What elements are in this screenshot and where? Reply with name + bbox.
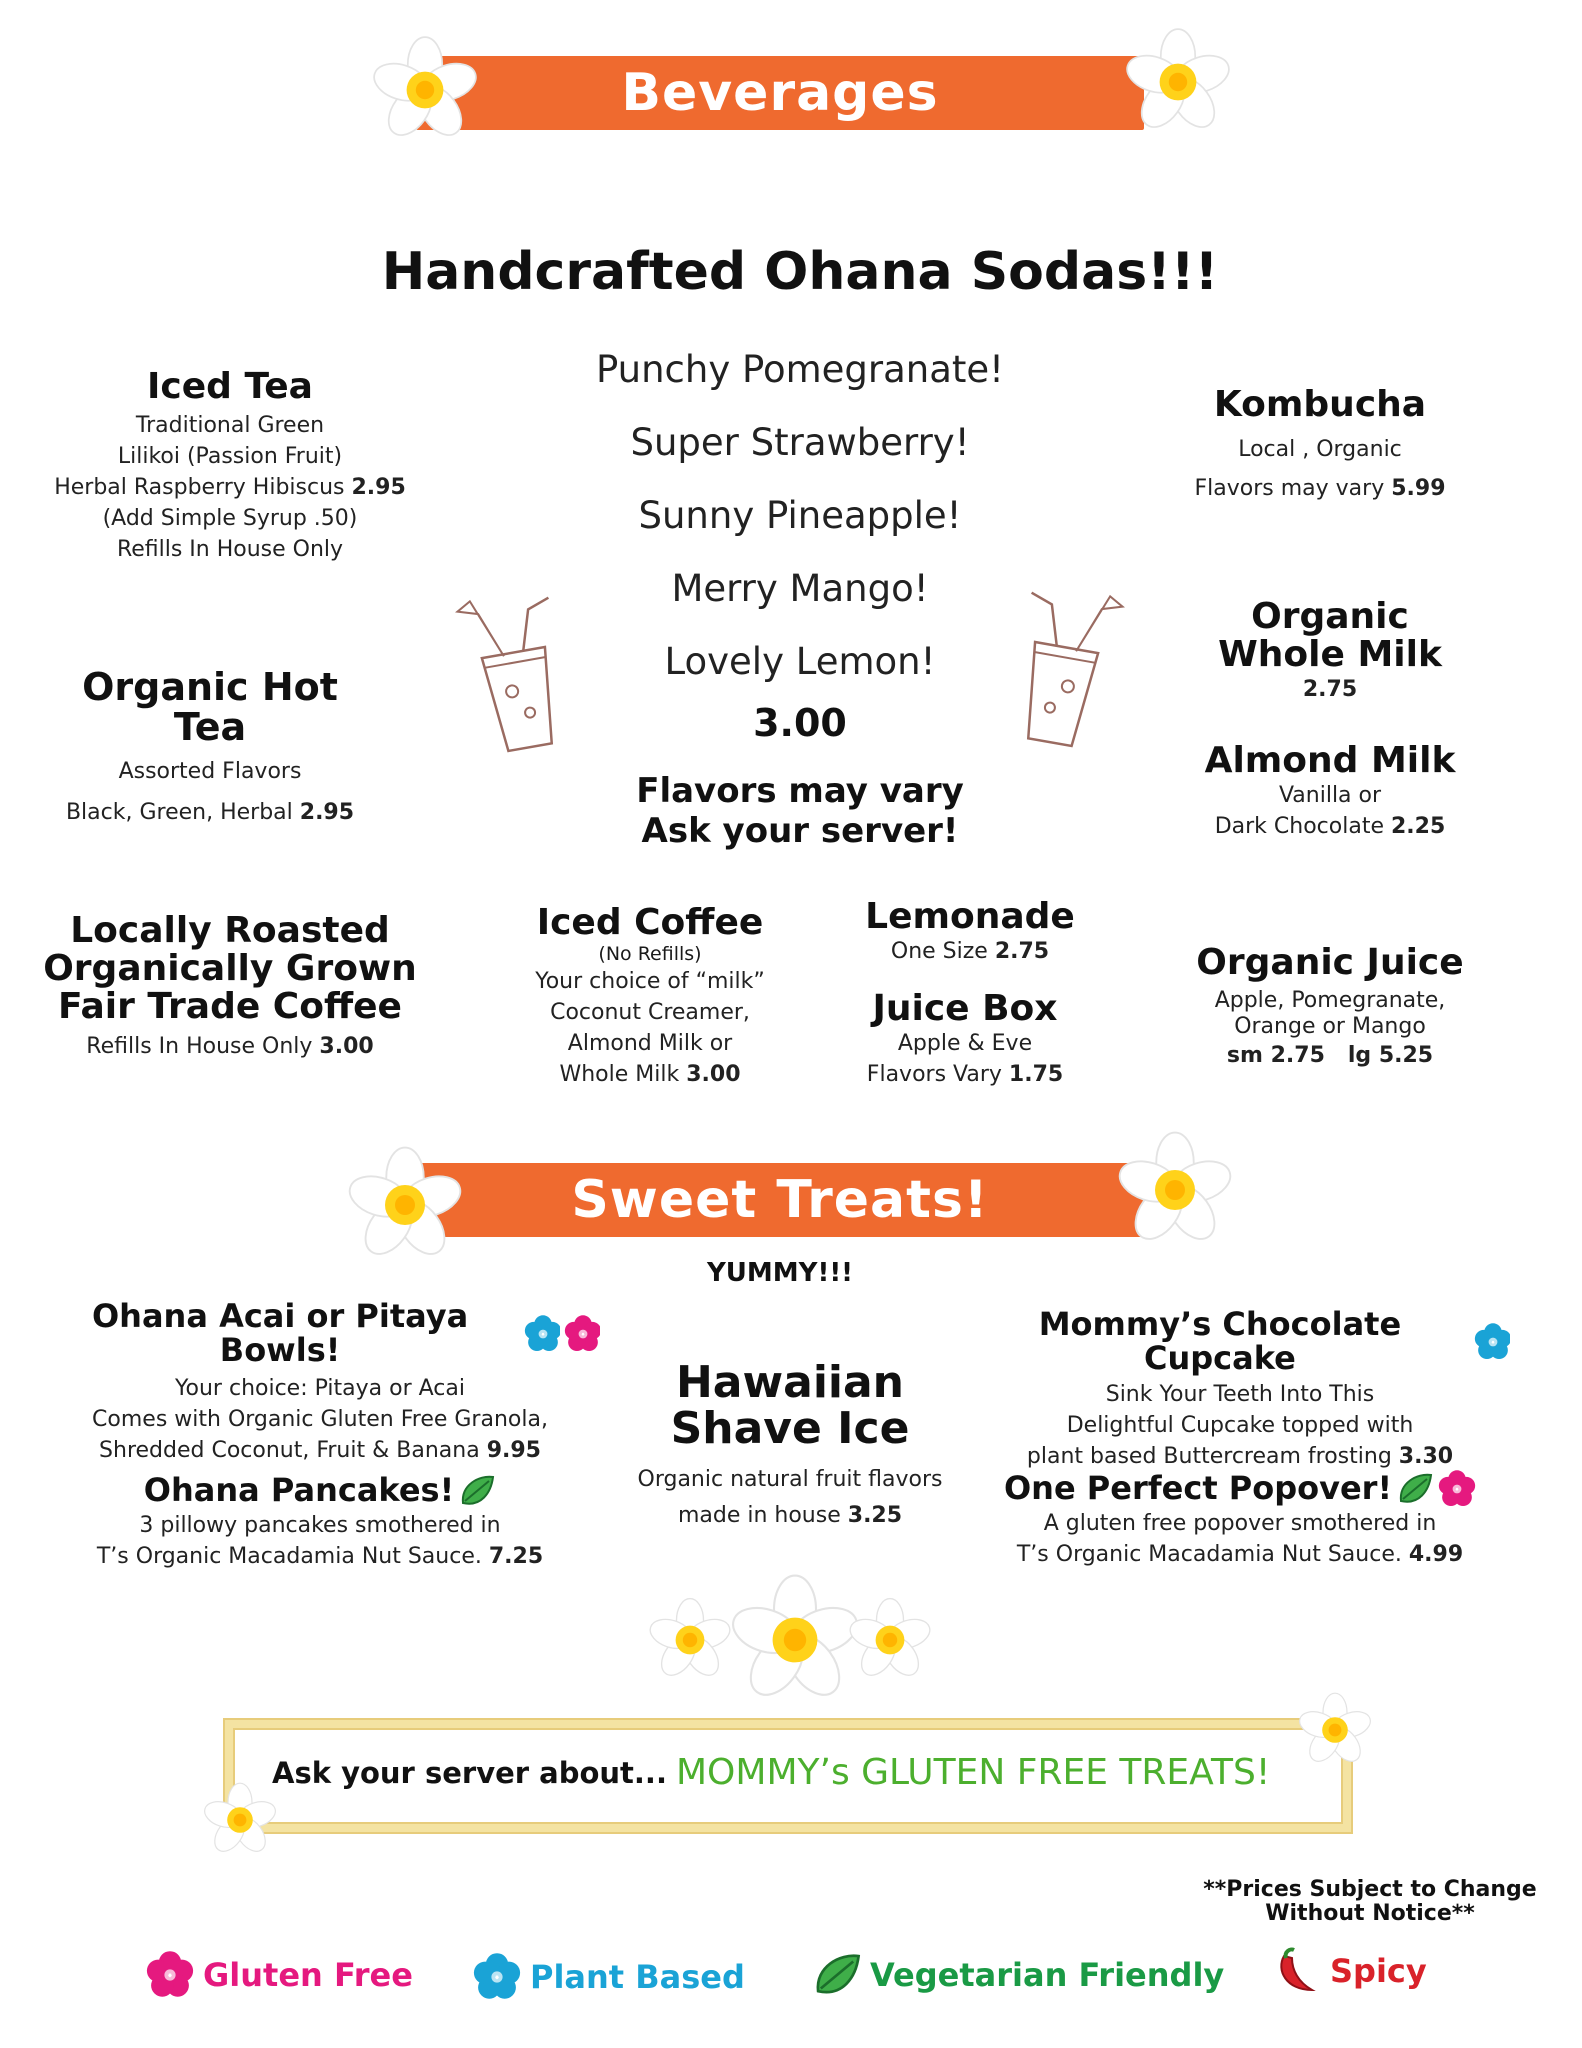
plant-based-icon (524, 1315, 560, 1353)
cupcake-line: Delightful Cupcake topped with (1066, 1413, 1414, 1439)
iced-coffee-item (490, 904, 810, 1090)
iced-coffee-line: Coconut Creamer, (550, 999, 750, 1025)
organic-juice-sm-price: 2.75 (1270, 1042, 1325, 1068)
acai-line: Shredded Coconut, Fruit & Banana (99, 1438, 480, 1464)
soda-price: 3.00 (753, 701, 847, 745)
soda-flavor: Lovely Lemon! (664, 640, 936, 683)
almond-milk-item (1195, 742, 1465, 842)
price-disclaimer-line: **Prices Subject to Change (1203, 1877, 1537, 1902)
lemonade-title: Lemonade (865, 896, 1075, 937)
whole-milk-item (1200, 598, 1460, 705)
cupcake-line: Sink Your Teeth Into This (1105, 1382, 1375, 1408)
almond-milk-line: Vanilla or (1278, 782, 1382, 808)
acai-line: Your choice: Pitaya or Acai (175, 1376, 465, 1402)
whole-milk-title: Organic (1251, 596, 1409, 637)
sweet-treats-banner (400, 1163, 1160, 1237)
plumeria-icon (1118, 22, 1238, 142)
shave-ice-price: 3.25 (847, 1503, 903, 1529)
kombucha-line: Local , Organic (1238, 436, 1402, 462)
price-disclaimer-line: Without Notice** (1265, 1901, 1475, 1926)
coffee-title: Organically Grown (43, 947, 417, 989)
whole-milk-title: Whole Milk (1218, 633, 1442, 675)
organic-juice-lg-price: 5.25 (1378, 1042, 1434, 1068)
pancakes-item (60, 1472, 580, 1572)
iced-tea-line: Traditional Green (135, 412, 325, 438)
gluten-free-icon (145, 1950, 195, 2000)
legend-vegetarian-label: Vegetarian Friendly (870, 1956, 1225, 1994)
iced-coffee-line: Your choice of “milk” (535, 968, 765, 994)
cupcake-item (970, 1305, 1510, 1472)
acai-title-row (40, 1297, 600, 1369)
plant-based-icon (1474, 1323, 1510, 1361)
organic-juice-item (1180, 944, 1480, 1071)
lemonade-price: 2.75 (994, 938, 1050, 964)
hot-tea-line: Assorted Flavors (118, 758, 302, 784)
gluten-free-icon (1438, 1470, 1476, 1508)
pancakes-line: 3 pillowy pancakes smothered in (139, 1513, 501, 1538)
beverages-banner-title: Beverages (621, 63, 939, 123)
legend-spicy-label: Spicy (1330, 1952, 1427, 1990)
yummy-text: YUMMY!!! (706, 1258, 854, 1288)
price-disclaimer (1180, 1878, 1560, 1926)
iced-coffee-title: Iced Coffee (536, 902, 764, 943)
popover-line: A gluten free popover smothered in (1043, 1511, 1437, 1536)
soda-note: Ask your server! (641, 810, 959, 851)
juice-box-item (830, 990, 1100, 1090)
organic-juice-lg-label: lg (1347, 1042, 1372, 1068)
acai-line: Comes with Organic Gluten Free Granola, (92, 1407, 548, 1433)
pancakes-price: 7.25 (488, 1544, 544, 1569)
popover-line: T’s Organic Macadamia Nut Sauce. (1016, 1542, 1402, 1567)
tropical-drink-icon (450, 580, 590, 790)
coffee-item (40, 912, 420, 1062)
organic-juice-title: Organic Juice (1196, 942, 1464, 983)
legend-plant-based-label: Plant Based (530, 1958, 745, 1996)
whole-milk-price: 2.75 (1302, 676, 1358, 702)
kombucha-price: 5.99 (1391, 475, 1446, 501)
soda-flavor: Merry Mango! (671, 567, 929, 610)
kombucha-item (1170, 386, 1470, 504)
plumeria-icon (365, 30, 485, 150)
acai-price: 9.95 (486, 1438, 541, 1464)
lemonade-item (840, 898, 1100, 967)
cupcake-title-row (970, 1305, 1510, 1377)
vegetarian-icon (458, 1472, 496, 1510)
soda-note: Flavors may vary (636, 770, 964, 811)
chili-pepper-icon (1272, 1946, 1322, 1996)
hot-tea-item (40, 665, 380, 828)
iced-tea-line: Refills In House Only (116, 536, 344, 562)
shave-ice-item (600, 1357, 980, 1531)
legend-plant-based (472, 1952, 745, 2002)
shave-ice-title: Shave Ice (670, 1403, 910, 1455)
cupcake-title: Mommy’s Chocolate Cupcake (1038, 1305, 1402, 1377)
soda-flavor-list (560, 333, 1040, 849)
juice-box-line: Apple & Eve (897, 1030, 1033, 1056)
almond-milk-title: Almond Milk (1204, 740, 1456, 781)
soda-flavor: Sunny Pineapple! (638, 494, 962, 537)
plumeria-icon (340, 1140, 470, 1270)
kombucha-title: Kombucha (1213, 384, 1427, 425)
organic-juice-sm-label: sm (1226, 1042, 1263, 1068)
pancakes-title-row (60, 1472, 580, 1510)
coffee-title: Locally Roasted (70, 910, 390, 951)
vegetarian-icon (812, 1950, 862, 2000)
promo-highlight: MOMMY’s GLUTEN FREE TREATS! (676, 1752, 1271, 1793)
vegetarian-icon (1396, 1470, 1434, 1508)
gluten-free-icon (564, 1315, 600, 1353)
organic-juice-prices (1180, 1040, 1480, 1071)
coffee-price: 3.00 (319, 1034, 374, 1060)
legend-spicy (1272, 1946, 1427, 1996)
beverages-banner (416, 56, 1144, 130)
sodas-title: Handcrafted Ohana Sodas!!! (381, 242, 1219, 302)
plumeria-icon (1110, 1125, 1240, 1255)
organic-juice-line: Orange or Mango (1234, 1013, 1426, 1039)
almond-milk-price: 2.25 (1391, 813, 1446, 839)
plumeria-icon (1290, 1685, 1380, 1775)
legend-gluten-free-label: Gluten Free (203, 1956, 413, 1994)
sweet-treats-banner-title: Sweet Treats! (571, 1170, 989, 1230)
pancakes-title: Ohana Pancakes! (143, 1471, 455, 1510)
lemonade-line: One Size (890, 938, 988, 964)
shave-ice-line: Organic natural fruit flavors (637, 1467, 943, 1493)
popover-price: 4.99 (1408, 1542, 1464, 1567)
coffee-line: Refills In House Only (86, 1034, 313, 1060)
hot-tea-line: Black, Green, Herbal (65, 799, 293, 825)
iced-tea-item (30, 368, 430, 565)
plant-based-icon (472, 1952, 522, 2002)
popover-title-row (980, 1470, 1500, 1508)
iced-coffee-price: 3.00 (686, 1061, 741, 1087)
iced-coffee-line: Whole Milk (559, 1061, 680, 1087)
acai-item (40, 1297, 600, 1466)
juice-box-price: 1.75 (1008, 1061, 1064, 1087)
legend-gluten-free (145, 1950, 413, 2000)
organic-juice-line: Apple, Pomegranate, (1214, 987, 1446, 1013)
juice-box-line: Flavors Vary (866, 1061, 1002, 1087)
soda-flavor: Punchy Pomegranate! (595, 348, 1005, 391)
plumeria-icon (840, 1590, 940, 1690)
legend-vegetarian (812, 1950, 1224, 2000)
hot-tea-price: 2.95 (299, 799, 355, 825)
iced-tea-line: (Add Simple Syrup .50) (102, 505, 358, 531)
iced-tea-title: Iced Tea (147, 366, 313, 407)
tropical-drink-icon (990, 575, 1130, 785)
acai-title: Ohana Acai or Pitaya Bowls! (91, 1297, 469, 1369)
popover-item (980, 1470, 1500, 1570)
popover-title: One Perfect Popover! (1003, 1469, 1393, 1508)
shave-ice-line: made in house (677, 1503, 841, 1529)
iced-coffee-line: (No Refills) (598, 942, 702, 965)
iced-tea-price: 2.95 (351, 474, 406, 500)
cupcake-line: plant based Buttercream frosting (1026, 1444, 1392, 1470)
iced-tea-line: Lilikoi (Passion Fruit) (117, 443, 343, 469)
pancakes-line: T’s Organic Macadamia Nut Sauce. (96, 1544, 482, 1569)
kombucha-line: Flavors may vary (1194, 475, 1385, 501)
promo-lead: Ask your server about... (272, 1756, 667, 1790)
hot-tea-title: Organic Hot Tea (82, 665, 338, 749)
almond-milk-line: Dark Chocolate (1214, 813, 1384, 839)
iced-coffee-line: Almond Milk or (567, 1030, 733, 1056)
soda-flavor: Super Strawberry! (630, 421, 970, 464)
coffee-title: Fair Trade Coffee (58, 985, 402, 1027)
iced-tea-line: Herbal Raspberry Hibiscus (54, 474, 345, 500)
juice-box-title: Juice Box (872, 988, 1058, 1029)
cupcake-price: 3.30 (1398, 1444, 1454, 1470)
shave-ice-title: Hawaiian (675, 1357, 905, 1408)
